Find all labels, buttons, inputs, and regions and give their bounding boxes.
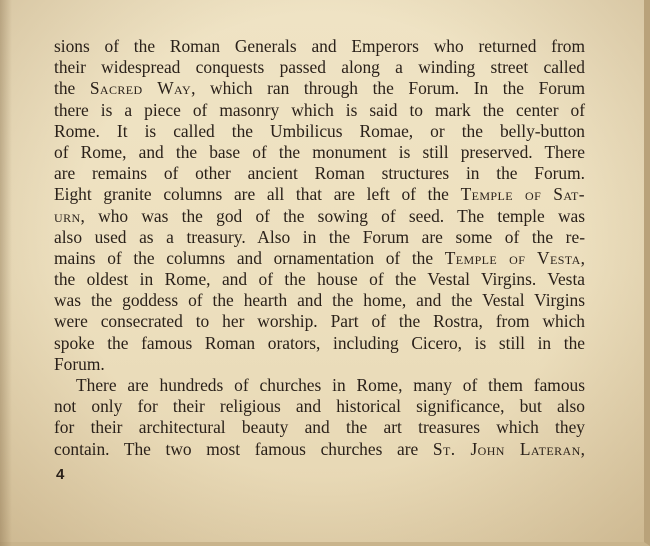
small-caps-text: St. John Lateran — [432, 438, 581, 459]
small-caps-text: Temple of Vesta — [444, 247, 581, 268]
text-line — [54, 311, 585, 332]
text-segment: mains of the columns and ornamentation of the — [54, 247, 445, 268]
text-segment: sions of the Roman Generals and Emperors who returned from — [54, 36, 585, 56]
text-line — [54, 417, 585, 438]
page-number: 4 — [56, 466, 65, 483]
text-segment: Eight granite columns are all that are left of the — [54, 184, 461, 205]
text-line — [54, 333, 585, 354]
text-line — [54, 36, 585, 57]
text-line — [54, 206, 585, 227]
text-segment: are remains of other ancient Roman structures in the Forum. — [54, 163, 585, 184]
text-line — [54, 269, 585, 290]
text-segment: not only for their religious and historical significance, but also — [54, 396, 585, 417]
text-segment: , — [580, 438, 586, 459]
text-segment: the — [54, 78, 90, 99]
text-line — [54, 396, 585, 417]
text-segment: contain. The two most famous churches are — [54, 438, 433, 459]
body-text — [54, 36, 585, 460]
text-line — [54, 439, 585, 460]
text-line — [54, 354, 585, 375]
text-line — [54, 184, 585, 205]
text-segment: there is a piece of masonry which is said to mark the center of — [54, 99, 585, 120]
text-segment: was the goddess of the hearth and the home, and the Vestal Virgins — [54, 290, 585, 311]
page-fold-shadow — [0, 0, 12, 546]
text-segment: their widespread conquests passed along a winding street called — [54, 57, 585, 78]
text-segment: Rome. It is called the Umbilicus Romae, or the belly-button — [54, 120, 585, 141]
text-segment: , who was the god of the sowing of seed. The temple was — [80, 205, 585, 226]
small-caps-text: urn — [54, 205, 81, 226]
text-line — [54, 142, 585, 163]
text-line — [54, 290, 585, 311]
text-segment: , — [580, 247, 586, 268]
text-segment: were consecrated to her worship. Part of the Rostra, from which — [54, 311, 585, 332]
text-line — [54, 100, 585, 121]
text-line — [54, 248, 585, 269]
text-segment: the oldest in Rome, and of the house of the Vestal Virgins. Vesta — [54, 269, 585, 290]
small-caps-text: Temple of Sat- — [460, 184, 585, 205]
text-segment: of Rome, and the base of the monument is still preserved. There — [54, 141, 585, 162]
text-segment: , which ran through the Forum. In the Forum — [191, 78, 585, 99]
text-segment: spoke the famous Roman orators, including Cicero, is still in the — [54, 332, 585, 353]
text-line — [54, 375, 585, 396]
small-caps-text: Sacred Way — [89, 78, 192, 99]
text-line — [54, 227, 585, 248]
text-segment: for their architectural beauty and the art treasures which they — [54, 417, 585, 438]
text-line — [54, 121, 585, 142]
text-line — [54, 78, 585, 99]
text-segment: also used as a treasury. Also in the Forum are some of the re- — [54, 226, 585, 247]
text-line — [54, 163, 585, 184]
text-segment: Forum. — [54, 353, 105, 374]
text-segment: There are hundreds of churches in Rome, many of them famous — [76, 375, 585, 395]
text-line — [54, 57, 585, 78]
